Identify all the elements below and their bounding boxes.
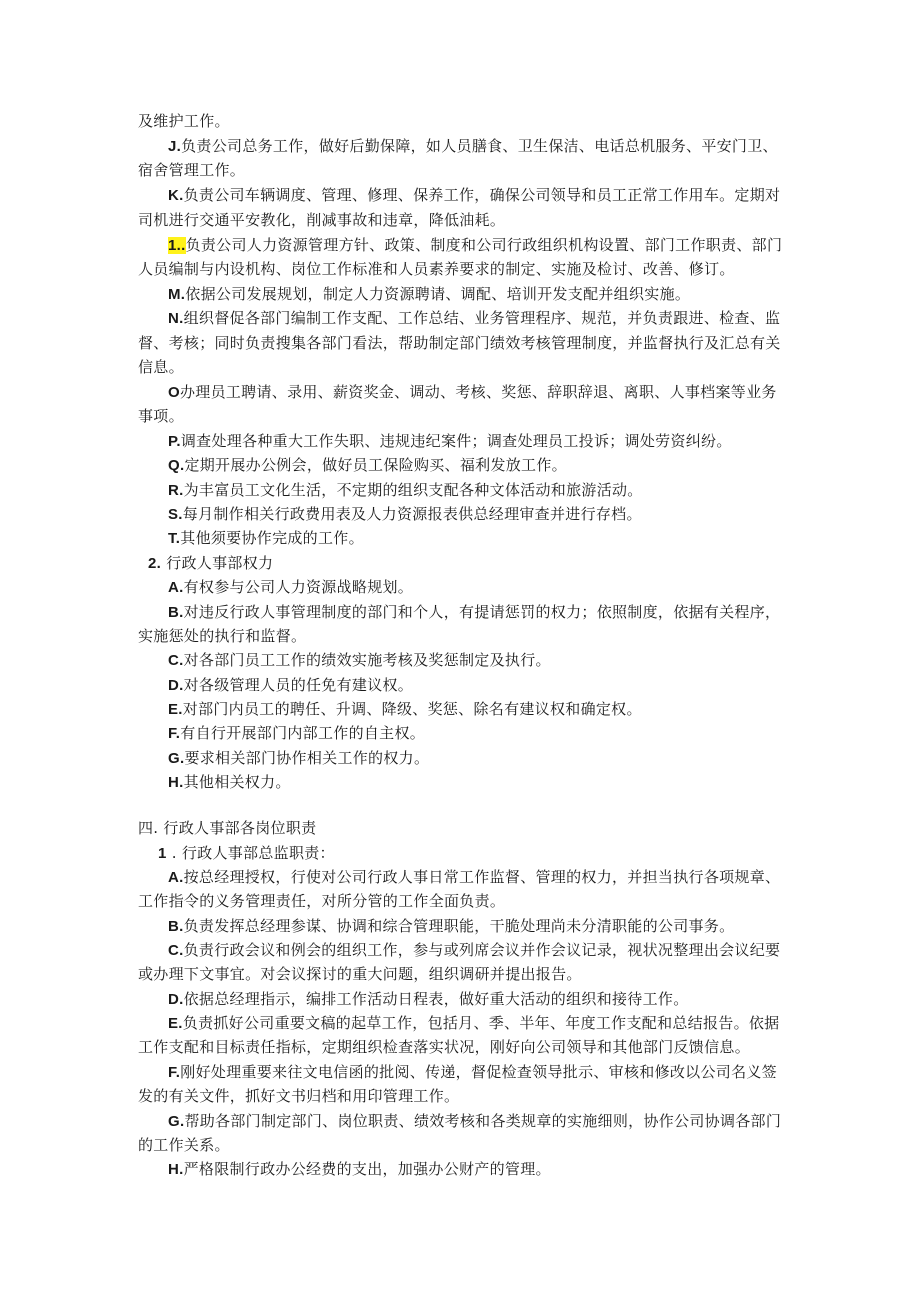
item-marker: O [168, 384, 180, 401]
chapter-heading: 四. 行政人事部各岗位职责 [138, 819, 317, 837]
list-item-k: K.负责公司车辆调度、管理、修理、保养工作，确保公司领导和员工正常工作用车。定期对 [168, 186, 781, 204]
text-line: 及维护工作。 [138, 112, 230, 130]
list-item-s: S.每月制作相关行政费用表及人力资源报表供总经理审查并进行存档。 [168, 505, 642, 523]
item-marker: P. [168, 433, 181, 450]
list-item-p: P.调查处理各种重大工作失职、违规违纪案件；调查处理员工投诉；调处劳资纠纷。 [168, 432, 732, 450]
list-item-o: O办理员工聘请、录用、薪资奖金、调动、考核、奖惩、辞职辞退、离职、人事档案等业务 [168, 383, 777, 401]
item-marker: G. [168, 1113, 185, 1130]
list-item-m: M.依据公司发展规划，制定人力资源聘请、调配、培训开发支配并组织实施。 [168, 285, 691, 303]
list-item-h: H.其他相关权力。 [168, 773, 291, 791]
list-item-c: C.对各部门员工工作的绩效实施考核及奖惩制定及执行。 [168, 651, 551, 669]
list-item-d: D.依据总经理指示，编排工作活动日程表，做好重大活动的组织和接待工作。 [168, 990, 689, 1008]
item-marker: A. [168, 869, 184, 886]
list-item-g: G.帮助各部门制定部门、岗位职责、绩效考核和各类规章的实施细则，协作公司协调各部门 [168, 1112, 782, 1130]
item-marker: D. [168, 677, 184, 694]
text-line: 工作支配和目标责任指标，定期组织检查落实状况，刚好向公司领导和其他部门反馈信息。 [138, 1038, 751, 1056]
text-line: 工作指令的义务管理责任，对所分管的工作全面负责。 [138, 892, 506, 910]
item-marker: A. [168, 579, 184, 596]
text-line: 发的有关文件，抓好文书归档和用印管理工作。 [138, 1087, 460, 1105]
item-marker: H. [168, 1161, 184, 1178]
item-marker: 1 [158, 845, 167, 862]
list-item-g: G.要求相关部门协作相关工作的权力。 [168, 749, 430, 767]
list-item-h: H.严格限制行政办公经费的支出，加强办公财产的管理。 [168, 1160, 551, 1178]
list-item-e: E.对部门内员工的聘任、升调、降级、奖惩、除名有建议权和确定权。 [168, 700, 642, 718]
list-item-a: A.有权参与公司人力资源战略规划。 [168, 578, 414, 596]
list-item-a: A.按总经理授权，行使对公司行政人事日常工作监督、管理的权力，并担当执行各项规章、 [168, 868, 781, 886]
item-marker: M. [168, 286, 186, 303]
item-marker: B. [168, 604, 184, 621]
item-marker: C. [168, 942, 184, 959]
text-line: 司机进行交通平安教化，削减事故和违章，降低油耗。 [138, 211, 506, 229]
section-heading: 2. 行政人事部权力 [148, 554, 274, 572]
list-item-c: C.负责行政会议和例会的组织工作，参与或列席会议并作会议记录，视状况整理出会议纪要 [168, 941, 781, 959]
list-item-d: D.对各级管理人员的任免有建议权。 [168, 676, 414, 694]
item-marker: T. [168, 530, 181, 547]
list-item-r: R.为丰富员工文化生活，不定期的组织支配各种文体活动和旅游活动。 [168, 481, 643, 499]
item-marker: K. [168, 187, 184, 204]
text-line: 督、考核；同时负责搜集各部门看法，帮助制定部门绩效考核管理制度，并监督执行及汇总有关 [138, 334, 781, 352]
list-item-q: Q.定期开展办公例会，做好员工保险购买、福利发放工作。 [168, 456, 567, 474]
text-line: 的工作关系。 [138, 1136, 230, 1154]
list-item-l: 1..负责公司人力资源管理方针、政策、制度和公司行政组织机构设置、部门工作职责、部门 [168, 236, 783, 254]
text-line: 实施惩处的执行和监督。 [138, 627, 307, 645]
item-marker: J. [168, 138, 182, 155]
list-item-n: N.组织督促各部门编制工作支配、工作总结、业务管理程序、规范，并负责跟进、检查、监 [168, 309, 781, 327]
item-marker: H. [168, 774, 184, 791]
list-item-j: J.负责公司总务工作，做好后勤保障，如人员膳食、卫生保洁、电话总机服务、平安门卫、 [168, 137, 778, 155]
item-marker: F. [168, 725, 181, 742]
list-item-b: B.负责发挥总经理参谋、协调和综合管理职能，干脆处理尚未分清职能的公司事务。 [168, 917, 735, 935]
item-marker: F. [168, 1064, 181, 1081]
list-item-f: F.有自行开展部门内部工作的自主权。 [168, 724, 426, 742]
item-marker: E. [168, 1015, 183, 1032]
text-line: 宿舍管理工作。 [138, 161, 246, 179]
list-item-b: B.对违反行政人事管理制度的部门和个人，有提请惩罚的权力；依照制度，依据有关程序， [168, 603, 781, 621]
highlighted-item-marker: 1.. [168, 237, 186, 254]
text-line: 或办理下文事宜。对会议探讨的重大问题，组织调研并提出报告。 [138, 965, 582, 983]
item-marker: D. [168, 991, 184, 1008]
item-marker: N. [168, 310, 184, 327]
item-marker: 2. [148, 555, 162, 572]
text-line: 人员编制与内设机构、岗位工作标准和人员素养要求的制定、实施及检讨、改善、修订。 [138, 260, 735, 278]
item-marker: Q. [168, 457, 185, 474]
text-line: 信息。 [138, 358, 184, 376]
text-line: 事项。 [138, 407, 184, 425]
item-marker: E. [168, 701, 183, 718]
item-marker: R. [168, 482, 184, 499]
section-heading: 1 . 行政人事部总监职责： [158, 844, 335, 862]
item-marker: B. [168, 918, 184, 935]
item-marker: C. [168, 652, 184, 669]
list-item-t: T.其他须要协作完成的工作。 [168, 529, 364, 547]
item-marker: S. [168, 506, 183, 523]
list-item-e: E.负责抓好公司重要文稿的起草工作，包括月、季、半年、年度工作支配和总结报告。依据 [168, 1014, 780, 1032]
item-marker: G. [168, 750, 185, 767]
list-item-f: F.刚好处理重要来往文电信函的批阅、传递，督促检查领导批示、审核和修改以公司名义签 [168, 1063, 777, 1081]
